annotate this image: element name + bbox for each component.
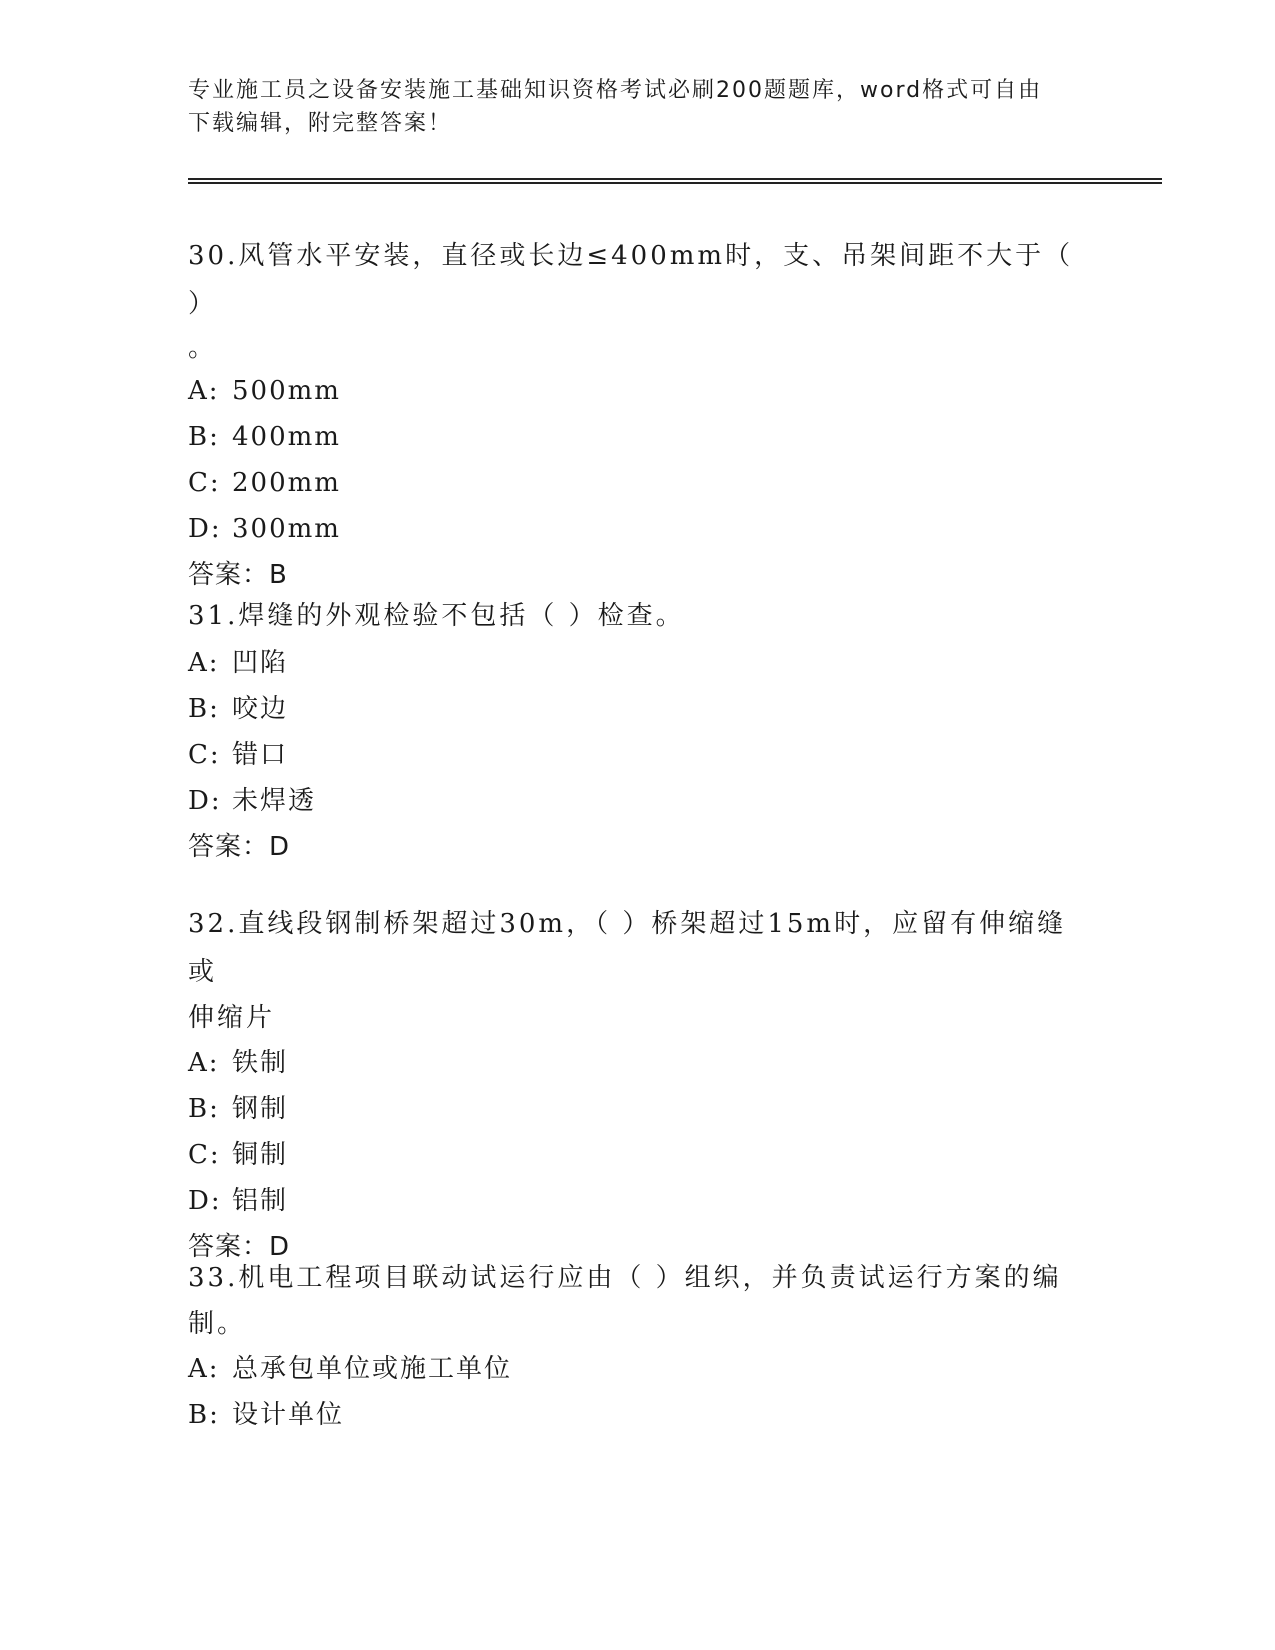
question-text: 33.机电工程项目联动试运行应由（ ）组织，并负责试运行方案的编 [188,1263,1062,1293]
option-a [188,1346,1088,1392]
answer: 答案：D [188,1232,291,1262]
question-32 [188,900,1088,1270]
option-d [188,506,1088,552]
answer: 答案：B [188,560,288,590]
option-letter: A: [188,1048,220,1078]
option-text: 错口 [232,740,289,770]
option-text: 咬边 [232,694,289,724]
option-letter: D: [188,1186,222,1216]
option-letter: A: [188,648,220,678]
option-text: 500mm [232,376,341,406]
header-line-1: 专业施工员之设备安装施工基础知识资格考试必刷200题题库，word格式可自由 [188,78,1043,103]
option-letter: A: [188,1354,220,1384]
question-30 [188,232,1088,598]
option-a [188,640,1088,686]
option-text: 铝制 [232,1186,289,1216]
answer: 答案：D [188,832,291,862]
option-letter: C: [188,1140,221,1170]
option-letter: B: [188,1094,220,1124]
option-text: 铁制 [232,1048,289,1078]
header-double-rule [188,178,1162,184]
option-text: 300mm [232,514,341,544]
option-letter: C: [188,740,221,770]
option-text: 总承包单位或施工单位 [232,1354,513,1384]
question-text: 30.风管水平安装，直径或长边≤400mm时，支、吊架间距不大于（ ） [188,241,1074,319]
question-text: 31.焊缝的外观检验不包括（ ）检查。 [188,601,685,631]
option-letter: D: [188,514,222,544]
option-text: 设计单位 [232,1400,345,1430]
option-letter: D: [188,786,222,816]
option-letter: C: [188,468,221,498]
header-line-2: 下载编辑，附完整答案！ [188,111,453,136]
option-a [188,1040,1088,1086]
option-a [188,368,1088,414]
option-c [188,460,1088,506]
question-text-continued: 伸缩片 [188,1003,276,1033]
option-letter: B: [188,694,220,724]
option-text: 400mm [232,422,341,452]
option-letter: B: [188,1400,220,1430]
question-31 [188,592,1088,870]
option-c [188,1132,1088,1178]
question-text-continued: 。 [188,333,218,363]
option-b [188,414,1088,460]
question-33 [188,1254,1088,1438]
document-header [188,74,1068,140]
option-d [188,778,1088,824]
option-text: 钢制 [232,1094,289,1124]
option-b [188,686,1088,732]
option-c [188,732,1088,778]
option-text: 铜制 [232,1140,289,1170]
option-letter: B: [188,422,220,452]
question-text-continued: 制。 [188,1309,247,1339]
option-text: 200mm [232,468,341,498]
question-text: 32.直线段钢制桥架超过30m，（ ）桥架超过15m时，应留有伸缩缝或 [188,909,1067,987]
option-letter: A: [188,376,220,406]
option-b [188,1086,1088,1132]
option-d [188,1178,1088,1224]
option-text: 凹陷 [232,648,289,678]
option-text: 未焊透 [232,786,317,816]
option-b [188,1392,1088,1438]
